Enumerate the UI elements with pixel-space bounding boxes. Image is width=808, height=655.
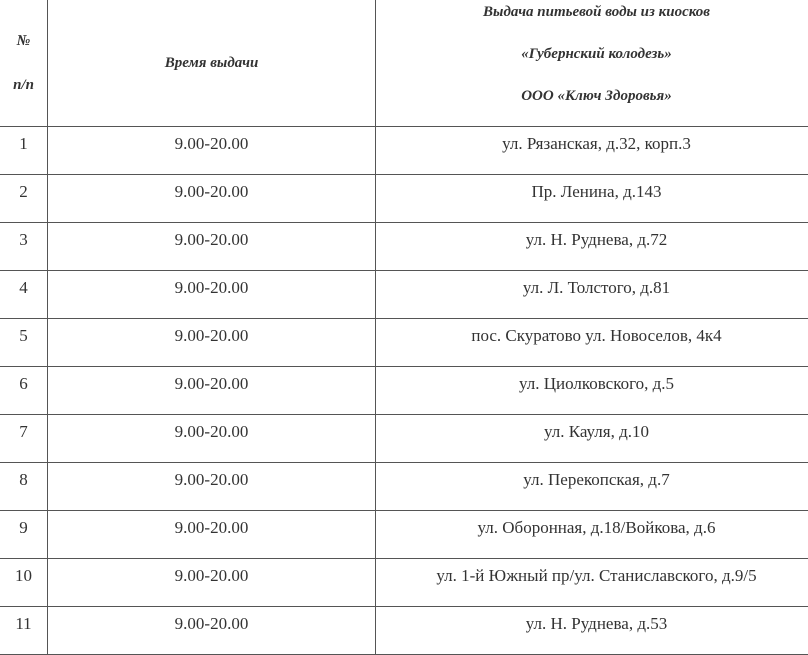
table-row — [0, 271, 808, 319]
row-address: ул. 1-й Южный пр/ул. Станиславского, д.9/5 — [436, 566, 757, 585]
row-number: 1 — [19, 134, 28, 153]
row-address-cell — [376, 223, 808, 271]
row-time: 9.00-20.00 — [174, 422, 249, 441]
row-time: 9.00-20.00 — [174, 134, 249, 153]
row-address-cell — [376, 319, 808, 367]
row-time: 9.00-20.00 — [174, 614, 249, 633]
row-address: пос. Скуратово ул. Новоселов, 4к4 — [471, 326, 722, 345]
row-address: ул. Л. Толстого, д.81 — [522, 278, 671, 297]
row-time: 9.00-20.00 — [174, 566, 249, 585]
row-time-cell — [48, 463, 376, 511]
row-address: ул. Циолковского, д.5 — [518, 374, 675, 393]
row-address: ул. Рязанская, д.32, корп.3 — [502, 134, 691, 153]
row-time: 9.00-20.00 — [174, 518, 249, 537]
row-number: 4 — [19, 278, 28, 297]
row-address: ул. Кауля, д.10 — [544, 422, 649, 441]
row-address-cell — [376, 367, 808, 415]
table-row — [0, 319, 808, 367]
row-number-cell — [0, 463, 48, 511]
table-row — [0, 127, 808, 175]
row-time-cell — [48, 127, 376, 175]
row-time: 9.00-20.00 — [174, 278, 249, 297]
row-time: 9.00-20.00 — [174, 326, 249, 345]
row-number: 6 — [19, 374, 28, 393]
row-time: 9.00-20.00 — [174, 230, 249, 249]
table-header-row — [0, 0, 808, 127]
row-number: 9 — [19, 518, 28, 537]
table-row — [0, 223, 808, 271]
table-row — [0, 463, 808, 511]
row-number: 7 — [19, 422, 28, 441]
row-address-cell — [376, 463, 808, 511]
row-address-cell — [376, 127, 808, 175]
row-address-cell — [376, 559, 808, 607]
header-number-abbrev: п/п — [13, 77, 34, 93]
header-address-line-2: «Губернский колодезь» — [521, 46, 672, 62]
row-number-cell — [0, 271, 48, 319]
row-number-cell — [0, 607, 48, 655]
row-time-cell — [48, 271, 376, 319]
row-number: 2 — [19, 182, 28, 201]
row-address: Пр. Ленина, д.143 — [531, 182, 662, 201]
header-number-cell — [0, 0, 48, 127]
row-number: 11 — [15, 614, 32, 633]
row-time-cell — [48, 511, 376, 559]
header-time-label: Время выдачи — [164, 55, 259, 71]
row-number-cell — [0, 367, 48, 415]
row-time-cell — [48, 415, 376, 463]
table-row — [0, 607, 808, 655]
table-row — [0, 415, 808, 463]
row-number-cell — [0, 127, 48, 175]
row-address-cell — [376, 271, 808, 319]
header-address-cell — [376, 0, 808, 127]
row-address-cell — [376, 415, 808, 463]
row-time-cell — [48, 319, 376, 367]
row-address: ул. Н. Руднева, д.72 — [525, 230, 668, 249]
row-number: 3 — [19, 230, 28, 249]
row-time-cell — [48, 223, 376, 271]
row-number-cell — [0, 223, 48, 271]
row-number-cell — [0, 559, 48, 607]
row-address-cell — [376, 511, 808, 559]
table-row — [0, 367, 808, 415]
row-time: 9.00-20.00 — [174, 374, 249, 393]
row-address: ул. Перекопская, д.7 — [523, 470, 670, 489]
row-time-cell — [48, 607, 376, 655]
row-number-cell — [0, 511, 48, 559]
row-address-cell — [376, 607, 808, 655]
table-row — [0, 175, 808, 223]
table-row — [0, 559, 808, 607]
row-time: 9.00-20.00 — [174, 470, 249, 489]
row-time-cell — [48, 175, 376, 223]
row-number: 10 — [15, 566, 32, 585]
header-address-line-3: ООО «Ключ Здоровья» — [521, 88, 672, 104]
row-number-cell — [0, 319, 48, 367]
row-time: 9.00-20.00 — [174, 182, 249, 201]
row-number: 8 — [19, 470, 28, 489]
table-row — [0, 511, 808, 559]
row-time-cell — [48, 559, 376, 607]
row-number: 5 — [19, 326, 28, 345]
header-number-symbol: № — [16, 33, 31, 49]
row-number-cell — [0, 415, 48, 463]
row-address: ул. Н. Руднева, д.53 — [525, 614, 668, 633]
header-address-line-1: Выдача питьевой воды из киосков — [483, 4, 710, 20]
row-number-cell — [0, 175, 48, 223]
row-address: ул. Оборонная, д.18/Войкова, д.6 — [477, 518, 716, 537]
header-time-cell — [48, 0, 376, 127]
row-time-cell — [48, 367, 376, 415]
row-address-cell — [376, 175, 808, 223]
